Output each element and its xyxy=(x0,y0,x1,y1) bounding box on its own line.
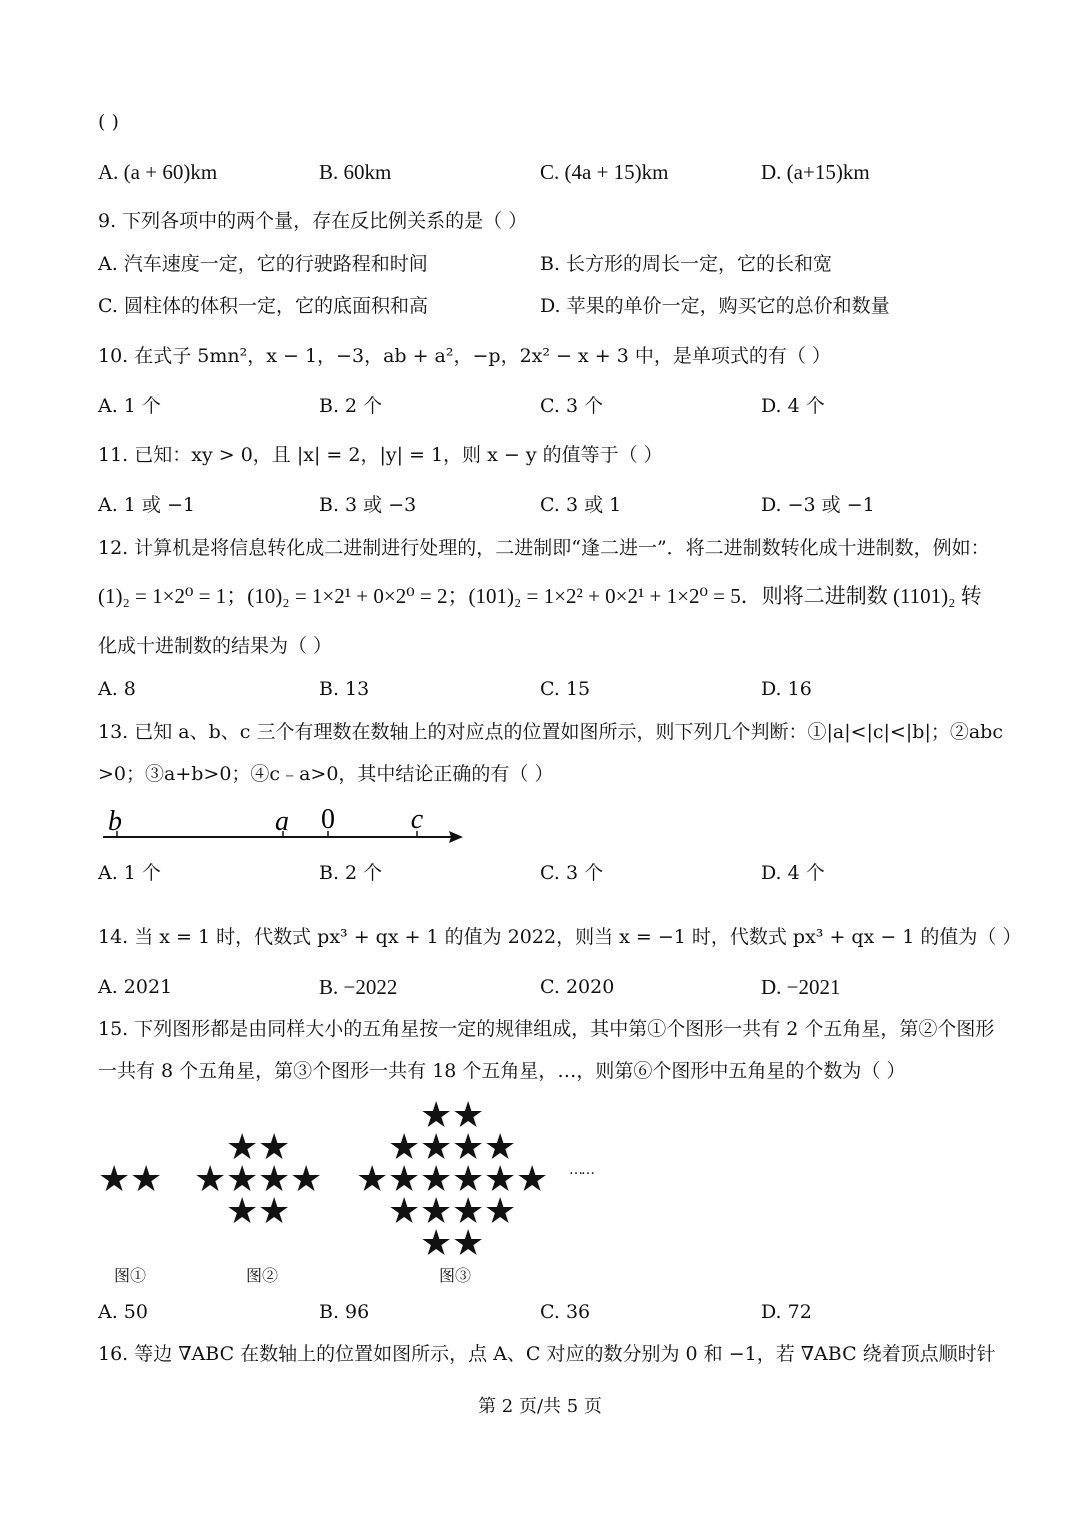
star-icon: ★ xyxy=(258,1127,291,1168)
star-container xyxy=(0,1090,1080,1264)
q10-option-c: C. 3 个 xyxy=(540,395,604,417)
q9-option-a: A. 汽车速度一定，它的行驶路程和时间 xyxy=(98,253,428,275)
star-icon: ★ xyxy=(484,1159,517,1200)
star-icon: ★ xyxy=(226,1159,259,1200)
q15-option-b: B. 96 xyxy=(319,1301,370,1323)
number-line-arrow xyxy=(449,831,463,843)
point-label-b: b xyxy=(108,806,122,837)
q14-option-d: D. −2021 xyxy=(761,975,841,999)
star-icon: ★ xyxy=(452,1095,485,1136)
star-icon: ★ xyxy=(484,1191,517,1232)
point-label-c: c xyxy=(410,804,424,835)
q10-option-d: D. 4 个 xyxy=(761,395,825,417)
star-icon: ★ xyxy=(420,1127,453,1168)
star-icon: ★ xyxy=(420,1191,453,1232)
q11-stem: 11. 已知：xy > 0，且 |x| = 2，|y| = 1，则 x − y 的值等于（ ） xyxy=(98,444,663,466)
figure-label-3: 图③ xyxy=(439,1266,472,1285)
star-icon: ★ xyxy=(420,1095,453,1136)
q8-option-d: D. (a+15)km xyxy=(761,160,870,184)
star-icon: ★ xyxy=(388,1191,421,1232)
star-icon: ★ xyxy=(356,1159,389,1200)
q15-stem-line1: 15. 下列图形都是由同样大小的五角星按一定的规律组成，其中第①个图形一共有 2 个五角星，第②个图形 xyxy=(98,1018,995,1040)
q15-stem-line2: 一共有 8 个五角星，第③个图形一共有 18 个五角星，…，则第⑥个图形中五角星的个数为（ ） xyxy=(98,1060,906,1082)
q8-option-c: C. (4a + 15)km xyxy=(540,160,669,184)
q10-option-b: B. 2 个 xyxy=(319,395,383,417)
star-icon: ★ xyxy=(452,1127,485,1168)
q13-option-c: C. 3 个 xyxy=(540,862,604,884)
q13-option-a: A. 1 个 xyxy=(98,862,161,884)
star-icon: ★ xyxy=(258,1191,291,1232)
q12-option-a: A. 8 xyxy=(98,678,136,700)
figure-ellipsis: …… xyxy=(569,1162,593,1178)
q10-option-a: A. 1 个 xyxy=(98,395,161,417)
q12-stem-line1: 12. 计算机是将信息转化成二进制进行处理的，二进制即“逢二进一”．将二进制数转化成十进制数，例如： xyxy=(98,537,990,559)
q15-star-figures xyxy=(0,1090,1080,1290)
q12-option-c: C. 15 xyxy=(540,678,591,700)
q16-stem: 16. 等边 ∇ABC 在数轴上的位置如图所示，点 A、C 对应的数分别为 0 和 −1，若 ∇ABC 绕着顶点顺时针 xyxy=(98,1343,996,1365)
figure-label-2: 图② xyxy=(246,1266,279,1285)
q14-stem: 14. 当 x = 1 时，代数式 px³ + qx + 1 的值为 2022，则当 x = −1 时，代数式 px³ + qx − 1 的值为（ ） xyxy=(98,926,1022,948)
figure-label-1: 图① xyxy=(114,1266,147,1285)
q11-option-b: B. 3 或 −3 xyxy=(319,494,417,516)
q11-option-c: C. 3 或 1 xyxy=(540,494,622,516)
star-icon: ★ xyxy=(194,1159,227,1200)
q8-option-b: B. 60km xyxy=(319,160,392,184)
q14-option-a: A. 2021 xyxy=(98,976,173,998)
q11-option-a: A. 1 或 −1 xyxy=(98,494,195,516)
q12-stem-line3: 化成十进制数的结果为（ ） xyxy=(98,635,333,657)
q14-option-c: C. 2020 xyxy=(540,976,615,998)
page-footer: 第 2 页/共 5 页 xyxy=(478,1396,602,1417)
q9-option-b: B. 长方形的周长一定，它的长和宽 xyxy=(540,253,833,275)
q8-answer-bracket: ( ) xyxy=(98,111,119,133)
point-label-zero: 0 xyxy=(321,804,335,835)
q13-stem-line1: 13. 已知 a、b、c 三个有理数在数轴上的对应点的位置如图所示，则下列几个判断：①|a|<|c|<|b|；②abc xyxy=(98,721,1003,743)
q9-option-d: D. 苹果的单价一定，购买它的总价和数量 xyxy=(540,295,890,317)
star-icon: ★ xyxy=(420,1223,453,1264)
q12-option-d: D. 16 xyxy=(761,678,812,700)
star-icon: ★ xyxy=(516,1159,549,1200)
q14-option-b: B. −2022 xyxy=(319,975,398,999)
q13-stem-line2: >0；③a+b>0；④c﹣a>0，其中结论正确的有（ ） xyxy=(98,763,554,785)
star-icon: ★ xyxy=(226,1127,259,1168)
star-icon: ★ xyxy=(452,1159,485,1200)
star-icon: ★ xyxy=(388,1159,421,1200)
star-icon: ★ xyxy=(388,1127,421,1168)
star-icon: ★ xyxy=(452,1191,485,1232)
q8-option-a: A. (a + 60)km xyxy=(98,160,218,184)
q9-option-c: C. 圆柱体的体积一定，它的底面积和高 xyxy=(98,295,428,317)
star-icon: ★ xyxy=(98,1159,131,1200)
star-icon: ★ xyxy=(130,1159,163,1200)
q15-option-d: D. 72 xyxy=(761,1301,812,1323)
q15-option-c: C. 36 xyxy=(540,1301,591,1323)
star-icon: ★ xyxy=(484,1127,517,1168)
q13-option-b: B. 2 个 xyxy=(319,862,383,884)
star-icon: ★ xyxy=(226,1191,259,1232)
q9-stem: 9. 下列各项中的两个量，存在反比例关系的是（ ） xyxy=(98,210,528,232)
q11-option-d: D. −3 或 −1 xyxy=(761,494,875,516)
star-icon: ★ xyxy=(420,1159,453,1200)
q13-number-line xyxy=(95,800,475,850)
q13-option-d: D. 4 个 xyxy=(761,862,825,884)
star-icon: ★ xyxy=(290,1159,323,1200)
q12-stem-line2: (1)₂ = 1×2⁰ = 1；(10)₂ = 1×2¹ + 0×2⁰ = 2；(101)₂ = 1×2² + 0×2¹ + 1×2⁰ = 5．则将二进制数 (1101)₂ 转 xyxy=(98,584,982,608)
star-icon: ★ xyxy=(258,1159,291,1200)
q15-option-a: A. 50 xyxy=(98,1301,148,1323)
q12-option-b: B. 13 xyxy=(319,678,370,700)
q10-stem: 10. 在式子 5mn²，x − 1，−3，ab + a²，−p，2x² − x + 3 中，是单项式的有（ ） xyxy=(98,345,831,367)
point-label-a: a xyxy=(275,806,289,837)
star-icon: ★ xyxy=(452,1223,485,1264)
